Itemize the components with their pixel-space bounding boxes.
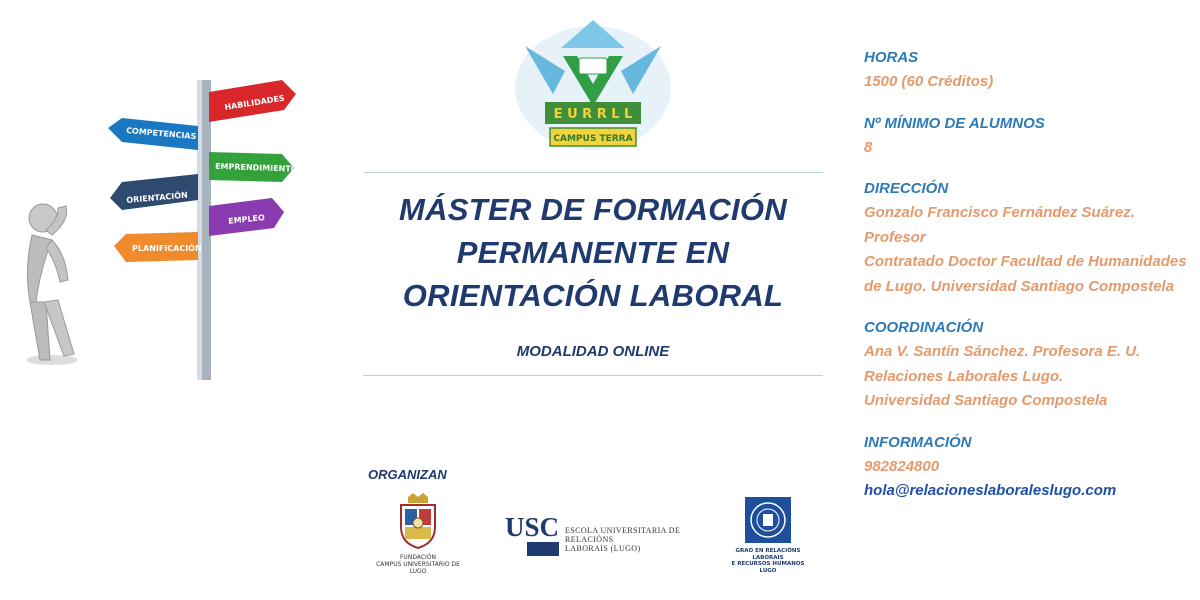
university-seal-icon bbox=[745, 497, 791, 543]
coordination-heading: COORDINACIÓN bbox=[864, 319, 984, 336]
direction-line: Contratado Doctor Facultad de Humanidades bbox=[864, 253, 1187, 270]
title-top-divider bbox=[363, 172, 823, 173]
sign-competencias bbox=[108, 118, 198, 150]
svg-text:PLANIFICACIÓN: PLANIFICACIÓN bbox=[132, 244, 202, 253]
direction-line: de Lugo. Universidad Santiago Compostela bbox=[864, 277, 1175, 295]
svg-text:HABILIDADES: HABILIDADES bbox=[223, 93, 286, 112]
svg-text:CAMPUS TERRA: CAMPUS TERRA bbox=[553, 134, 633, 144]
signpost-illustration bbox=[10, 70, 310, 390]
min-students-value: 8 bbox=[864, 138, 873, 156]
svg-text:EMPRENDIMIENTO: EMPRENDIMIENTO bbox=[214, 161, 298, 174]
usc-school-name: ESCOLA UNIVERSITARIA DE RELACIÓNS LABORAIS (LUGO) bbox=[565, 526, 681, 553]
svg-text:COMPETENCIAS: COMPETENCIAS bbox=[125, 126, 197, 142]
usc-letters: USC bbox=[505, 512, 560, 542]
title-bottom-divider bbox=[363, 375, 823, 376]
direction-heading: DIRECCIÓN bbox=[864, 180, 949, 197]
organizers-label: ORGANIZAN bbox=[368, 467, 447, 482]
modality-label: MODALIDAD ONLINE bbox=[516, 343, 670, 360]
info-column bbox=[864, 46, 1199, 504]
direction-line: Gonzalo Francisco Fernández Suárez. Profesor bbox=[864, 204, 1135, 246]
grado-caption-line: GRAO EN RELACIÓNS LABORAIS bbox=[735, 548, 801, 561]
coordination-line: Universidad Santiago Compostela bbox=[864, 392, 1108, 409]
svg-text:ORIENTACIÓN: ORIENTACIÓN bbox=[126, 190, 189, 205]
svg-text:E U R R L L: E U R R L L bbox=[553, 107, 633, 122]
min-students-heading: Nº MÍNIMO DE ALUMNOS bbox=[864, 114, 1045, 132]
usc-seal-block bbox=[527, 542, 559, 556]
coordination-line: Ana V. Santín Sánchez. Profesora E. U. bbox=[864, 343, 1141, 360]
sign-emprendimiento bbox=[209, 152, 298, 182]
eurrl-campus-terra-logo bbox=[505, 16, 680, 156]
fundacion-caption-line: FUNDACIÓN bbox=[399, 554, 436, 561]
grado-relacions-laborais-logo bbox=[722, 497, 814, 574]
coordination-line: Relaciones Laborales Lugo. bbox=[864, 367, 1064, 385]
grado-caption-line: E RECURSOS HUMANOS bbox=[731, 561, 805, 567]
email-link[interactable]: hola@relacioneslaboraleslugo.com bbox=[864, 482, 1117, 499]
hours-value: 1500 (60 Créditos) bbox=[864, 73, 994, 90]
sign-habilidades bbox=[209, 80, 296, 122]
svg-text:EMPLEO: EMPLEO bbox=[227, 213, 266, 226]
title-line-3: ORIENTACIÓN LABORAL bbox=[402, 278, 784, 313]
sign-orientacion bbox=[110, 174, 198, 210]
sign-empleo bbox=[209, 198, 284, 236]
title-line-1: MÁSTER DE FORMACIÓN bbox=[398, 192, 788, 227]
thinking-figure-icon bbox=[26, 204, 78, 365]
title-line-2: PERMANENTE EN bbox=[456, 235, 730, 270]
grado-caption-line: LUGO bbox=[759, 567, 777, 574]
fundacion-campus-lugo-logo bbox=[370, 493, 466, 573]
information-heading: INFORMACIÓN bbox=[864, 433, 972, 451]
phone-number: 982824800 bbox=[864, 457, 940, 475]
coat-of-arms-icon bbox=[393, 493, 443, 549]
fundacion-caption-line: CAMPUS UNIVERSITARIO DE LUGO bbox=[376, 561, 460, 575]
program-title bbox=[363, 188, 823, 317]
sign-planificacion bbox=[114, 232, 202, 262]
hours-heading: HORAS bbox=[864, 49, 919, 66]
usc-escola-logo bbox=[505, 512, 695, 558]
